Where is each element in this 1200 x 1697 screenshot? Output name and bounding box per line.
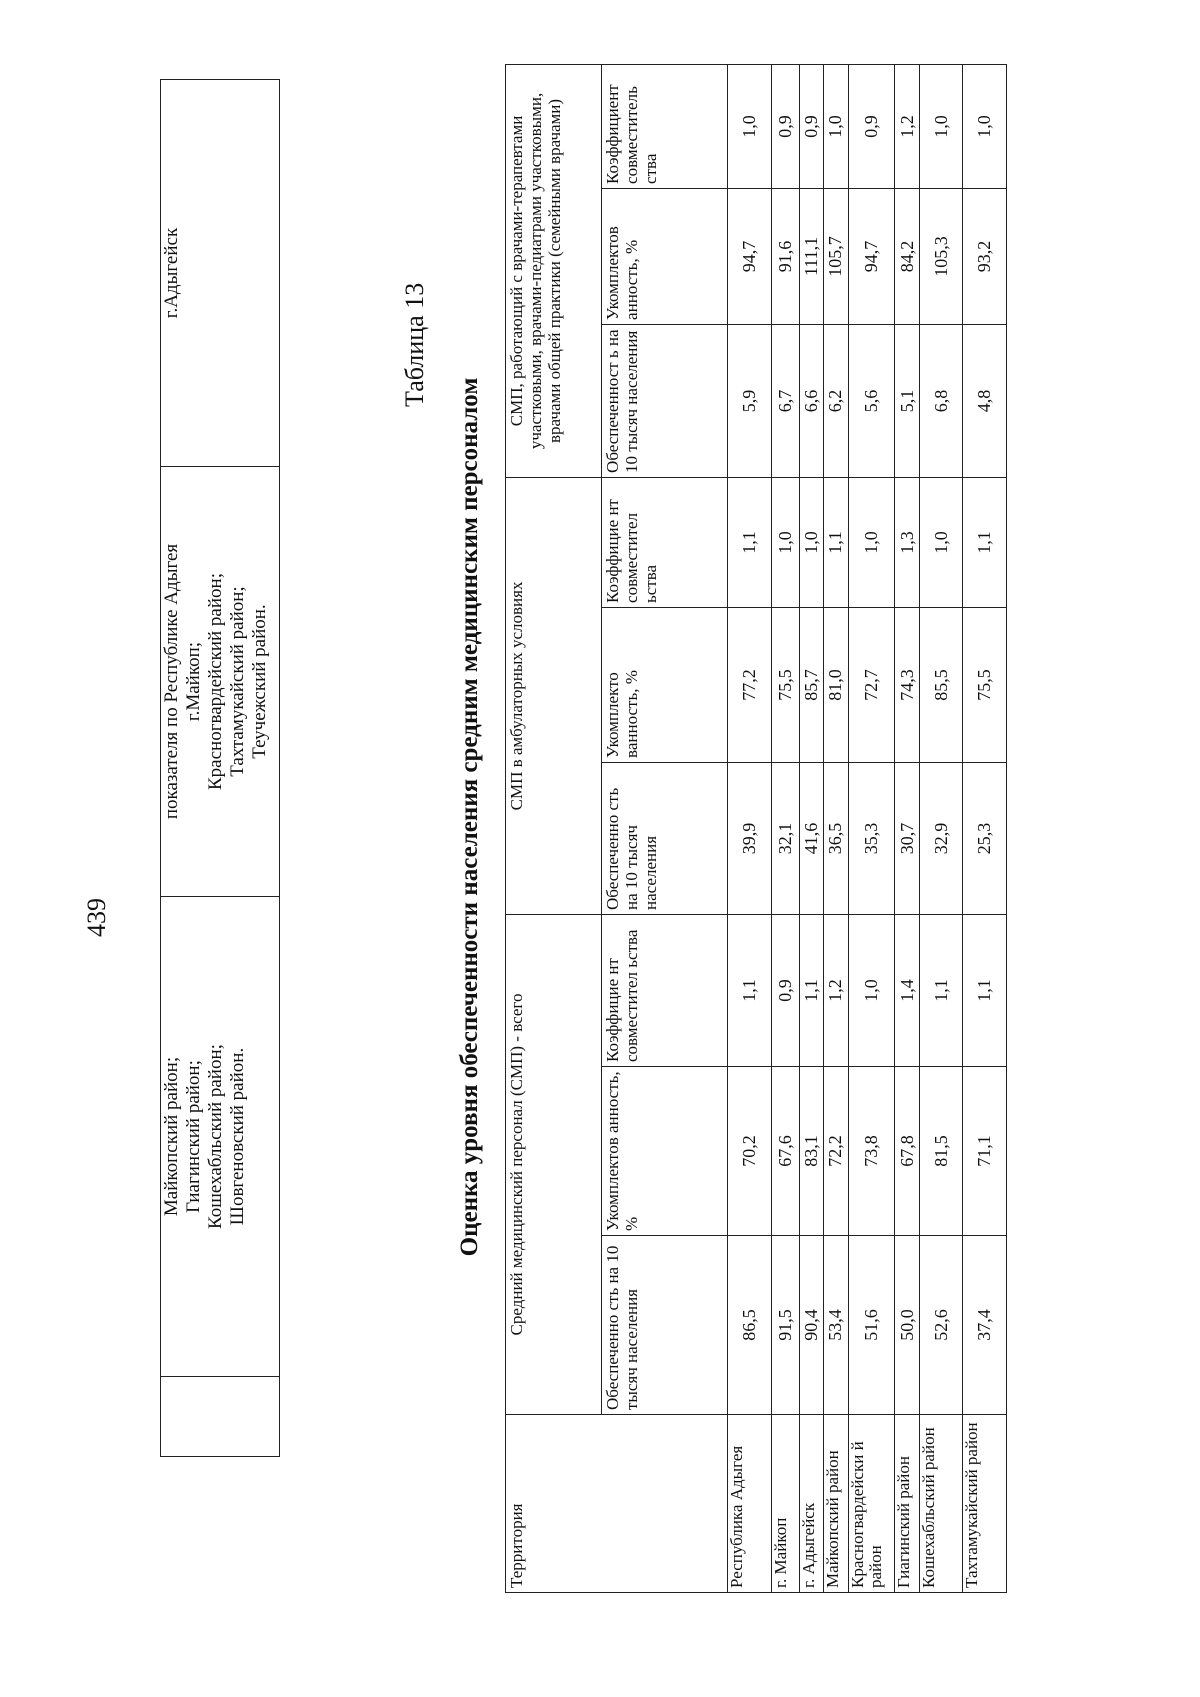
value-cell: 51,6 <box>848 1236 894 1415</box>
subheader-supply: Обеспеченно сть на 10 тысяч населения <box>602 762 728 914</box>
value-cell: 4,8 <box>963 324 1007 477</box>
territory-cell: Красногвардейски й район <box>848 1415 894 1593</box>
value-cell: 1,0 <box>824 64 849 188</box>
header-row-groups <box>506 64 602 1592</box>
value-cell: 111,1 <box>799 188 824 324</box>
top-table-text-4: г.Адыгейск <box>161 227 182 319</box>
value-cell: 1,0 <box>848 914 894 1066</box>
value-cell: 39,9 <box>728 762 772 914</box>
territory-cell: Майкопский район <box>824 1415 849 1593</box>
value-cell: 85,7 <box>799 607 824 762</box>
territory-cell: Республика Адыгея <box>728 1415 772 1593</box>
territory-cell: г. Майкоп <box>771 1415 799 1593</box>
top-table-text-2: Майкопский район; Гиагинский район; Кошехабльский район; Шовгеновский район. <box>161 1044 248 1229</box>
value-cell: 0,9 <box>771 914 799 1066</box>
table-row <box>894 64 920 1592</box>
group-header-outpatient: СМП в амбулаторных условиях <box>506 477 602 914</box>
value-cell: 1,0 <box>920 64 963 188</box>
value-cell: 83,1 <box>799 1067 824 1236</box>
subheader-supply: Обеспеченно сть на 10 тысяч населения <box>602 1236 728 1415</box>
value-cell: 30,7 <box>894 762 920 914</box>
subheader-staffing: Укомплекто ванность, % <box>602 607 728 762</box>
value-cell: 86,5 <box>728 1236 772 1415</box>
value-cell: 74,3 <box>894 607 920 762</box>
value-cell: 90,4 <box>799 1236 824 1415</box>
value-cell: 93,2 <box>963 188 1007 324</box>
main-table <box>505 64 1007 1593</box>
group-header-district: СМП, работающий с врачами-терапевтами участковыми, врачами-педиатрами участковыми, врачами общей практики (семейными врачами) <box>506 64 602 477</box>
value-cell: 5,6 <box>848 324 894 477</box>
value-cell: 5,1 <box>894 324 920 477</box>
table-row <box>799 64 824 1592</box>
value-cell: 71,1 <box>963 1067 1007 1236</box>
table-row <box>728 64 772 1592</box>
top-table-cell-4 <box>161 80 280 467</box>
subheader-ratio: Коэффицие нт совместител ьства <box>602 914 728 1066</box>
top-table-cell-1 <box>161 1377 280 1457</box>
value-cell: 1,1 <box>728 477 772 607</box>
value-cell: 35,3 <box>848 762 894 914</box>
value-cell: 0,9 <box>799 64 824 188</box>
value-cell: 1,0 <box>728 64 772 188</box>
value-cell: 1,1 <box>824 477 849 607</box>
value-cell: 6,6 <box>799 324 824 477</box>
value-cell: 73,8 <box>848 1067 894 1236</box>
value-cell: 6,7 <box>771 324 799 477</box>
value-cell: 0,9 <box>771 64 799 188</box>
territory-cell: Тахтамукайский район <box>963 1415 1007 1593</box>
value-cell: 105,3 <box>920 188 963 324</box>
page-number: 439 <box>82 898 111 937</box>
table-row <box>824 64 849 1592</box>
value-cell: 1,0 <box>771 477 799 607</box>
header-row-sub <box>602 64 728 1592</box>
value-cell: 1,1 <box>963 914 1007 1066</box>
value-cell: 67,8 <box>894 1067 920 1236</box>
value-cell: 1,2 <box>894 64 920 188</box>
table-caption: Таблица 13 <box>400 282 429 407</box>
subheader-staffing: Укомплектов анность, % <box>602 188 728 324</box>
top-table <box>160 79 280 1457</box>
value-cell: 1,1 <box>799 914 824 1066</box>
value-cell: 32,1 <box>771 762 799 914</box>
table-row <box>963 64 1007 1592</box>
value-cell: 0,9 <box>848 64 894 188</box>
subheader-supply: Обеспеченност ь на 10 тысяч населения <box>602 324 728 477</box>
territory-cell: Гиагинский район <box>894 1415 920 1593</box>
value-cell: 1,0 <box>799 477 824 607</box>
value-cell: 75,5 <box>963 607 1007 762</box>
value-cell: 1,4 <box>894 914 920 1066</box>
top-table-text-3: показателя по Республике Адыгея г.Майкоп; Красногвардейский район; Тахтамукайский район; Теучежский район. <box>161 543 270 820</box>
value-cell: 1,0 <box>920 477 963 607</box>
value-cell: 1,3 <box>894 477 920 607</box>
value-cell: 1,1 <box>728 914 772 1066</box>
table-row <box>920 64 963 1592</box>
group-header-total: Средний медицинский персонал (СМП) - всего <box>506 914 602 1414</box>
value-cell: 6,8 <box>920 324 963 477</box>
value-cell: 53,4 <box>824 1236 849 1415</box>
value-cell: 37,4 <box>963 1236 1007 1415</box>
value-cell: 91,5 <box>771 1236 799 1415</box>
value-cell: 70,2 <box>728 1067 772 1236</box>
value-cell: 105,7 <box>824 188 849 324</box>
top-table-cell-3 <box>161 467 280 897</box>
subheader-ratio: Коэффицие нт совместител ьства <box>602 477 728 607</box>
value-cell: 72,7 <box>848 607 894 762</box>
value-cell: 50,0 <box>894 1236 920 1415</box>
value-cell: 5,9 <box>728 324 772 477</box>
value-cell: 81,0 <box>824 607 849 762</box>
value-cell: 1,2 <box>824 914 849 1066</box>
value-cell: 25,3 <box>963 762 1007 914</box>
subheader-ratio: Коэффициент совместитель ства <box>602 64 728 188</box>
top-table-cell-2 <box>161 897 280 1377</box>
value-cell: 67,6 <box>771 1067 799 1236</box>
territory-cell: Кошехабльский район <box>920 1415 963 1593</box>
territory-header: Территория <box>506 1415 728 1593</box>
value-cell: 75,5 <box>771 607 799 762</box>
value-cell: 77,2 <box>728 607 772 762</box>
value-cell: 91,6 <box>771 188 799 324</box>
value-cell: 6,2 <box>824 324 849 477</box>
table-row <box>848 64 894 1592</box>
territory-cell: г. Адыгейск <box>799 1415 824 1593</box>
value-cell: 1,0 <box>848 477 894 607</box>
table-title: Оценка уровня обеспеченности населения средним медицинским персоналом <box>456 377 483 1257</box>
value-cell: 72,2 <box>824 1067 849 1236</box>
value-cell: 85,5 <box>920 607 963 762</box>
main-table-body <box>728 64 1007 1592</box>
value-cell: 1,1 <box>920 914 963 1066</box>
value-cell: 1,0 <box>963 64 1007 188</box>
subheader-staffing: Укомплектов анность, % <box>602 1067 728 1236</box>
value-cell: 52,6 <box>920 1236 963 1415</box>
value-cell: 94,7 <box>848 188 894 324</box>
value-cell: 94,7 <box>728 188 772 324</box>
value-cell: 81,5 <box>920 1067 963 1236</box>
value-cell: 84,2 <box>894 188 920 324</box>
value-cell: 41,6 <box>799 762 824 914</box>
table-row <box>771 64 799 1592</box>
value-cell: 1,1 <box>963 477 1007 607</box>
value-cell: 36,5 <box>824 762 849 914</box>
value-cell: 32,9 <box>920 762 963 914</box>
